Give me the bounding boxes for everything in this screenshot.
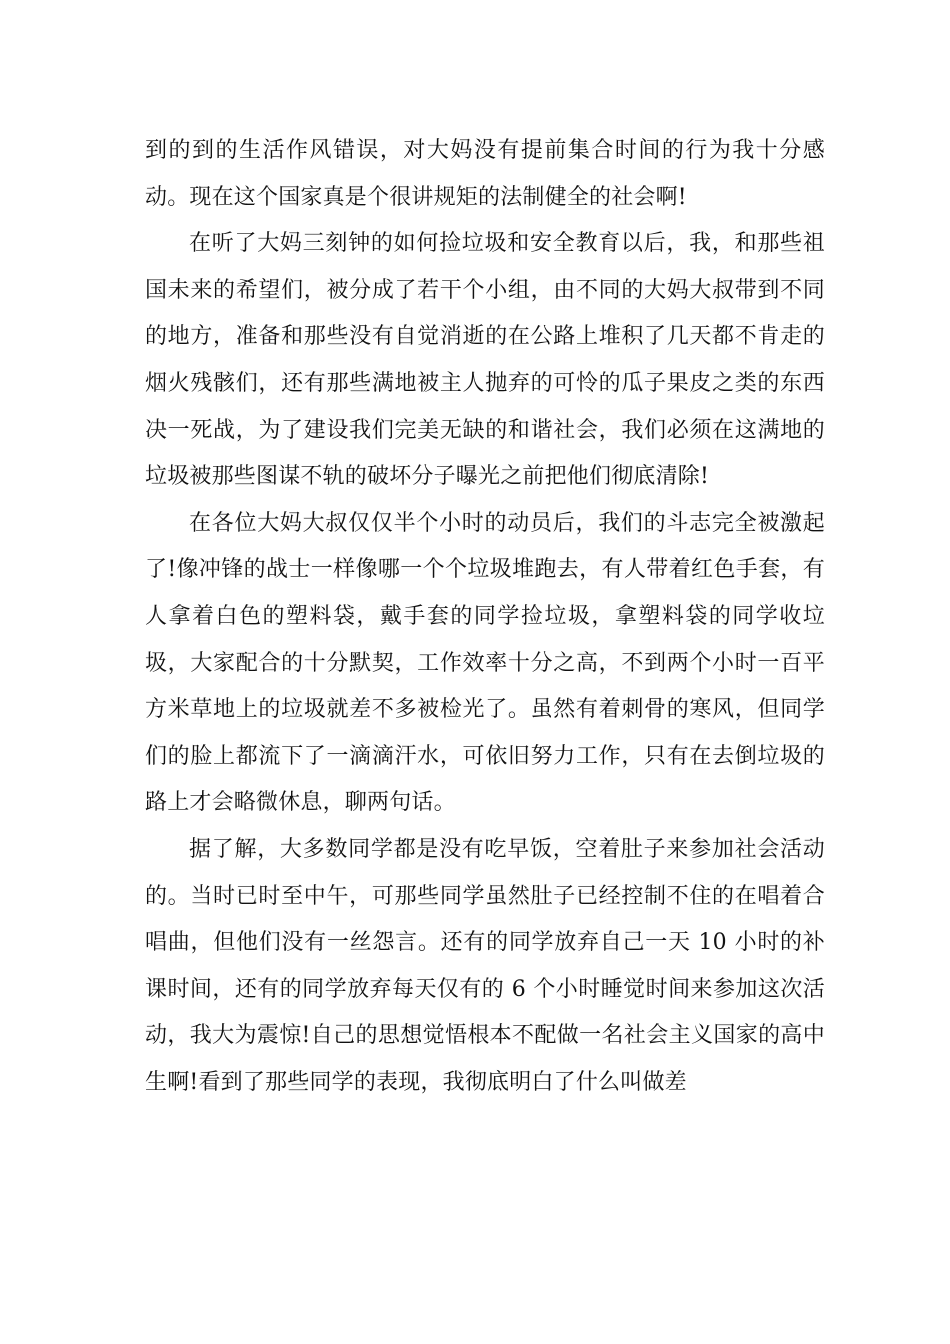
paragraph-1: 到的到的生活作风错误，对大妈没有提前集合时间的行为我十分感动。现在这个国家真是个很讲规矩的法制健全的社会啊! [145,138,825,210]
paragraph-4: 据了解，大多数同学都是没有吃早饭，空着肚子来参加社会活动的。当时已时至中午，可那些同学虽然肚子已经控制不住的在唱着合唱曲，但他们没有一丝怨言。还有的同学放弃自己一天 10 小时的补课时间，还有的同学放弃每天仅有的 6 个小时睡觉时间来参加这次活动，我大为震惊!自己的思想觉悟根本不配做一名社会主义国家的高中生啊!看到了那些同学的表现，我彻底明白了什么叫做差 [145,836,825,1095]
document-body [145,128,825,1106]
paragraph-3: 在各位大妈大叔仅仅半个小时的动员后，我们的斗志完全被激起了!像冲锋的战士一样像哪一个个垃圾堆跑去，有人带着红色手套，有人拿着白色的塑料袋，戴手套的同学捡垃圾，拿塑料袋的同学收垃圾，大家配合的十分默契，工作效率十分之高，不到两个小时一百平方米草地上的垃圾就差不多被检光了。虽然有着刺骨的寒风，但同学们的脸上都流下了一滴滴汗水，可依旧努力工作，只有在去倒垃圾的路上才会略微休息，聊两句话。 [145,510,825,816]
paragraph-2: 在听了大妈三刻钟的如何捡垃圾和安全教育以后，我，和那些祖国未来的希望们，被分成了若干个小组，由不同的大妈大叔带到不同的地方，准备和那些没有自觉消逝的在公路上堆积了几天都不肯走的烟火残骸们，还有那些满地被主人抛弃的可怜的瓜子果皮之类的东西决一死战，为了建设我们完美无缺的和谐社会，我们必须在这满地的垃圾被那些图谋不轨的破坏分子曝光之前把他们彻底清除! [145,231,825,490]
